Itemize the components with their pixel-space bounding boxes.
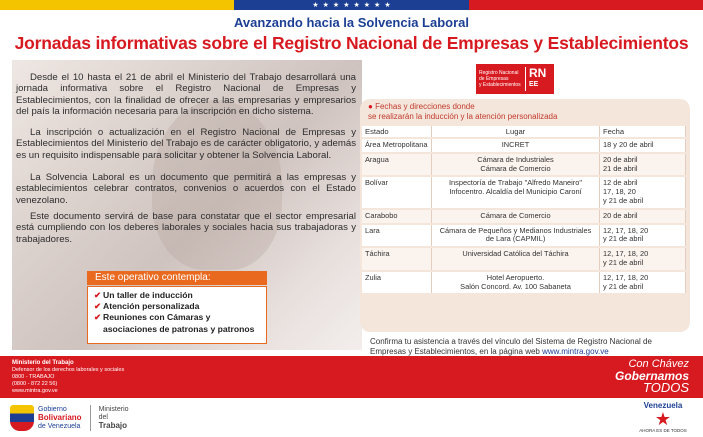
slogan-line1: Con Chávez xyxy=(628,358,689,370)
confirm-text: Confirma tu asistencia a través del vínculo del Sistema de Registro Nacional de Empresas y Establecimientos, en la página web xyxy=(370,337,652,356)
mintra-link[interactable]: www.mintra.gov.ve xyxy=(542,346,609,356)
column-header-lugar: Lugar xyxy=(432,126,600,137)
star-icon: ★ xyxy=(374,1,381,9)
paragraph-4: Este documento servirá de base para constatar que el sector empresarial está cumpliendo con los deberes laborales y sociales hacia sus trabajadoras y trabajadores. xyxy=(16,211,356,245)
logo-mark xyxy=(525,67,546,91)
cell-fecha: 18 y 20 de abril xyxy=(600,139,686,152)
cell-estado: Área Metropolitana xyxy=(362,139,432,152)
list-item xyxy=(94,312,260,334)
shield-icon xyxy=(10,405,34,431)
cell-estado: Aragua xyxy=(362,154,432,176)
schedule-heading-line1: Fechas y direcciones donde xyxy=(375,102,475,111)
flag-blue xyxy=(234,0,468,10)
star-icon: ★ xyxy=(312,1,319,9)
slogan-line2: Gobernamos xyxy=(614,369,689,383)
table-row xyxy=(362,177,686,207)
cell-estado: Carabobo xyxy=(362,210,432,223)
table-row xyxy=(362,225,686,247)
flag-yellow xyxy=(0,0,234,10)
list-item xyxy=(94,290,260,301)
cell-estado: Lara xyxy=(362,225,432,247)
slogan-line3: TODOS xyxy=(643,380,689,395)
check-icon: ✔ xyxy=(94,312,102,323)
logo-text xyxy=(479,70,525,88)
phone-number: (0800 - 872 22 56) xyxy=(12,381,58,387)
table-row xyxy=(362,248,686,270)
bullet-icon: ● xyxy=(368,102,373,111)
star-icon: ★ xyxy=(322,1,329,9)
table-row xyxy=(362,272,686,294)
column-header-estado: Estado xyxy=(362,126,432,137)
cell-fecha: 12, 17, 18, 20 y 21 de abril xyxy=(600,248,686,270)
cell-estado: Zulia xyxy=(362,272,432,294)
cell-lugar: Inspectoría de Trabajo "Alfredo Maneiro" Infocentro. Alcaldía del Municipio Caroní xyxy=(432,177,600,207)
min-line3: Trabajo xyxy=(98,420,128,430)
cell-lugar: Cámara de Industriales Cámara de Comercio xyxy=(432,154,600,176)
paragraph-1: Desde el 10 hasta el 21 de abril el Ministerio del Trabajo desarrollará una jornada informativa sobre el Registro Nacional de Empresas y Establecimientos, con la finalidad de ofrecer a las empresarias y empresarios del país la información necesaria para la inscripción en dicho sistema. xyxy=(16,72,356,117)
phone-label: 0800 - TRABAJO xyxy=(12,374,55,380)
government-text xyxy=(38,406,82,431)
venezuela-logo xyxy=(635,401,691,433)
column-header-fecha: Fecha xyxy=(600,126,686,137)
paragraph-3: La Solvencia Laboral es un documento que permitirá a las empresas y establecimientos celebrar contratos, convenios o acuerdos con el Estado venezolano. xyxy=(16,172,356,206)
operativo-item-label: Atención personalizada xyxy=(103,301,200,312)
cell-estado: Táchira xyxy=(362,248,432,270)
page-title: Jornadas informativas sobre el Registro Nacional de Empresas y Establecimientos xyxy=(14,33,689,53)
list-item xyxy=(94,301,260,312)
org-name: Ministerio del Trabajo xyxy=(12,360,74,366)
cell-lugar: Cámara de Comercio xyxy=(432,210,600,223)
divider xyxy=(90,405,91,431)
schedule-table xyxy=(362,124,686,295)
logo-line: y Establecimientos xyxy=(479,82,521,88)
subtitle: Avanzando hacia la Solvencia Laboral xyxy=(233,15,470,30)
government-logo xyxy=(10,405,129,431)
table-header-row xyxy=(362,126,686,137)
star-icon: ★ xyxy=(384,1,391,9)
cell-lugar: Universidad Católica del Táchira xyxy=(432,248,600,270)
table-row xyxy=(362,154,686,176)
venezuela-name: Venezuela xyxy=(643,401,683,410)
logo-line: Registro Nacional xyxy=(479,70,519,76)
cell-fecha: 12 de abril 17, 18, 20 y 21 de abril xyxy=(600,177,686,207)
contact-info xyxy=(12,360,132,395)
logo-mark-bottom: EE xyxy=(529,81,539,88)
operativo-title: Este operativo contempla: xyxy=(87,271,267,285)
logo-line: de Empresas xyxy=(479,76,509,82)
check-icon: ✔ xyxy=(94,301,102,312)
gob-line2: Bolivariano xyxy=(38,412,82,422)
cell-estado: Bolívar xyxy=(362,177,432,207)
rnee-logo xyxy=(476,64,554,94)
cell-fecha: 20 de abril 21 de abril xyxy=(600,154,686,176)
gob-line3: de Venezuela xyxy=(38,422,81,430)
flag-stripe xyxy=(0,0,703,10)
star-icon: ★ xyxy=(332,1,340,9)
org-tagline: Defensor de los derechos laborales y sociales xyxy=(12,367,125,373)
check-icon: ✔ xyxy=(94,290,102,300)
operativo-item-label: Un taller de inducción xyxy=(103,290,193,300)
cell-lugar: INCRET xyxy=(432,139,600,152)
slogan xyxy=(615,358,689,394)
ministry-text xyxy=(99,406,129,431)
operativo-list xyxy=(87,286,267,344)
operativo-item-label: Reuniones con Cámaras y asociaciones de patronas y patronos xyxy=(103,312,255,334)
schedule-heading xyxy=(368,102,557,121)
schedule-heading-line2: se realizarán la inducción y la atención personalizada xyxy=(368,111,558,121)
cell-fecha: 12, 17, 18, 20 y 21 de abril xyxy=(600,272,686,294)
star-icon: ★ xyxy=(353,1,360,9)
star-icon: ★ xyxy=(654,409,672,429)
cell-lugar: Hotel Aeropuerto. Salón Concord. Av. 100 Sabaneta xyxy=(432,272,600,294)
gob-line1: Gobierno xyxy=(38,405,67,413)
cell-fecha: 20 de abril xyxy=(600,210,686,223)
org-web[interactable]: www.mintra.gov.ve xyxy=(12,388,58,394)
star-icon: ★ xyxy=(363,1,371,9)
cell-fecha: 12, 17, 18, 20 y 21 de abril xyxy=(600,225,686,247)
table-row xyxy=(362,139,686,152)
table-row xyxy=(362,210,686,223)
star-icon: ★ xyxy=(343,1,350,9)
paragraph-2: La inscripción o actualización en el Registro Nacional de Empresas y Establecimientos del Ministerio del Trabajo es de carácter obligatorio, y además es un requisito indispensable para solicitar y obtener la Solvencia Laboral. xyxy=(16,127,356,161)
min-line1: Ministerio xyxy=(98,405,129,413)
flag-red xyxy=(469,0,703,10)
min-line2: del xyxy=(98,413,108,421)
venezuela-sub: AHORA ES DE TODOS xyxy=(639,428,687,433)
logo-mark-top: RN xyxy=(529,66,547,80)
confirm-note xyxy=(370,337,690,356)
cell-lugar: Cámara de Pequeños y Medianos Industriales de Lara (CAPMIL) xyxy=(432,225,600,247)
